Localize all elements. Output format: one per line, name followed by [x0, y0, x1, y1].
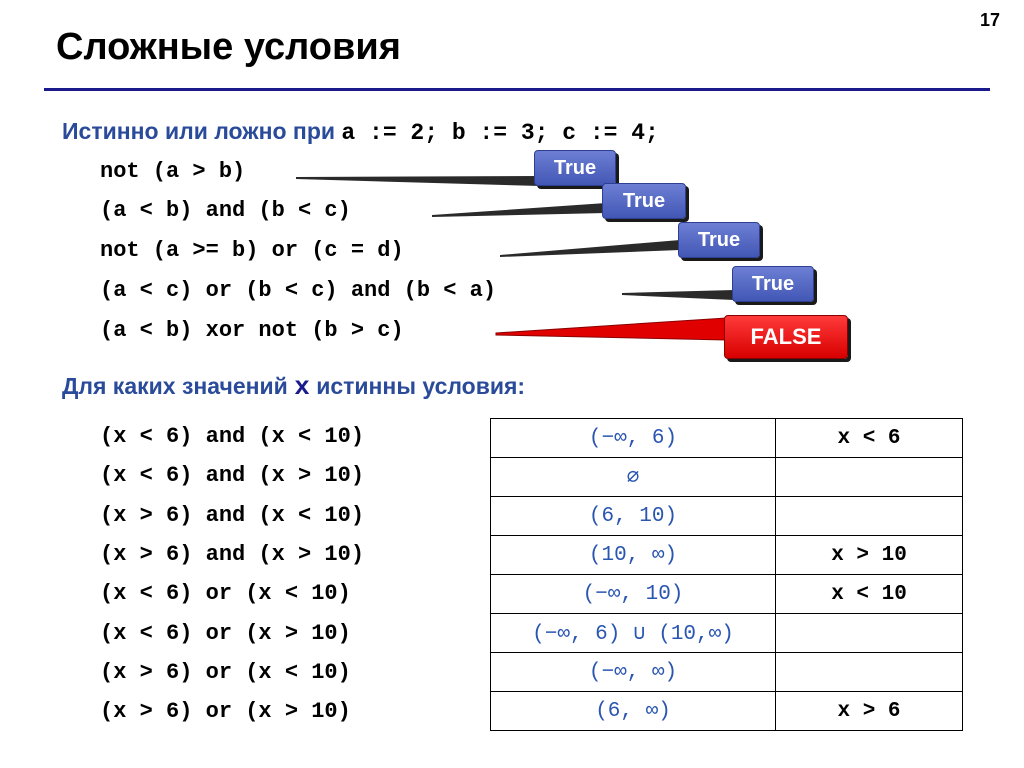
condition-2: (x < 6) and (x > 10) — [100, 463, 365, 488]
answers-table — [490, 418, 963, 731]
simplified-cell: x > 6 — [776, 692, 963, 731]
expression-5: (a < b) xor not (b > c) — [100, 318, 404, 343]
table-row — [491, 692, 963, 731]
table-row — [491, 575, 963, 614]
slide-title: Сложные условия — [56, 26, 401, 68]
expression-3: not (a >= b) or (c = d) — [100, 238, 404, 263]
leader-line-5 — [496, 318, 726, 340]
expression-2: (a < b) and (b < c) — [100, 198, 351, 223]
interval-cell: (−∞, 6) — [491, 419, 776, 458]
table-row — [491, 419, 963, 458]
expression-1: not (a > b) — [100, 159, 246, 184]
condition-6: (x < 6) or (x > 10) — [100, 621, 351, 646]
leader-line-4 — [622, 290, 734, 300]
table-row — [491, 653, 963, 692]
result-badge-5: FALSE — [724, 315, 848, 359]
variable-assignments: a := 2; b := 3; c := 4; — [341, 120, 659, 146]
result-badge-2: True — [602, 183, 686, 219]
leader-line-3 — [500, 240, 680, 257]
condition-4: (x > 6) and (x > 10) — [100, 542, 365, 567]
interval-cell: (6, ∞) — [491, 692, 776, 731]
table-row — [491, 458, 963, 497]
condition-7: (x > 6) or (x < 10) — [100, 660, 351, 685]
simplified-cell — [776, 497, 963, 536]
condition-1: (x < 6) and (x < 10) — [100, 424, 365, 449]
simplified-cell: x > 10 — [776, 536, 963, 575]
leader-line-2 — [432, 203, 606, 217]
interval-cell: (−∞, 10) — [491, 575, 776, 614]
interval-cell: (−∞, ∞) — [491, 653, 776, 692]
condition-3: (x > 6) and (x < 10) — [100, 503, 365, 528]
interval-cell: ∅ — [491, 458, 776, 497]
table-row — [491, 614, 963, 653]
subheading — [62, 372, 525, 402]
condition-8: (x > 6) or (x > 10) — [100, 699, 351, 724]
result-badge-1: True — [534, 150, 616, 186]
question-prefix: Истинно или ложно при — [62, 118, 342, 144]
simplified-cell: x < 6 — [776, 419, 963, 458]
simplified-cell: x < 10 — [776, 575, 963, 614]
expression-4: (a < c) or (b < c) and (b < a) — [100, 278, 497, 303]
condition-5: (x < 6) or (x < 10) — [100, 581, 351, 606]
interval-cell: (10, ∞) — [491, 536, 776, 575]
table-row — [491, 536, 963, 575]
result-badge-3: True — [678, 222, 760, 258]
subheading-before: Для каких значений — [62, 373, 295, 399]
interval-cell: (−∞, 6) ∪ (10,∞) — [491, 614, 776, 653]
subheading-after: истинны условия: — [309, 373, 526, 399]
result-badge-4: True — [732, 266, 814, 302]
table-row — [491, 497, 963, 536]
simplified-cell — [776, 458, 963, 497]
leader-line-1 — [296, 176, 540, 186]
interval-cell: (6, 10) — [491, 497, 776, 536]
page-number: 17 — [979, 10, 1000, 30]
subheading-variable: x — [294, 372, 310, 402]
simplified-cell — [776, 653, 963, 692]
simplified-cell — [776, 614, 963, 653]
